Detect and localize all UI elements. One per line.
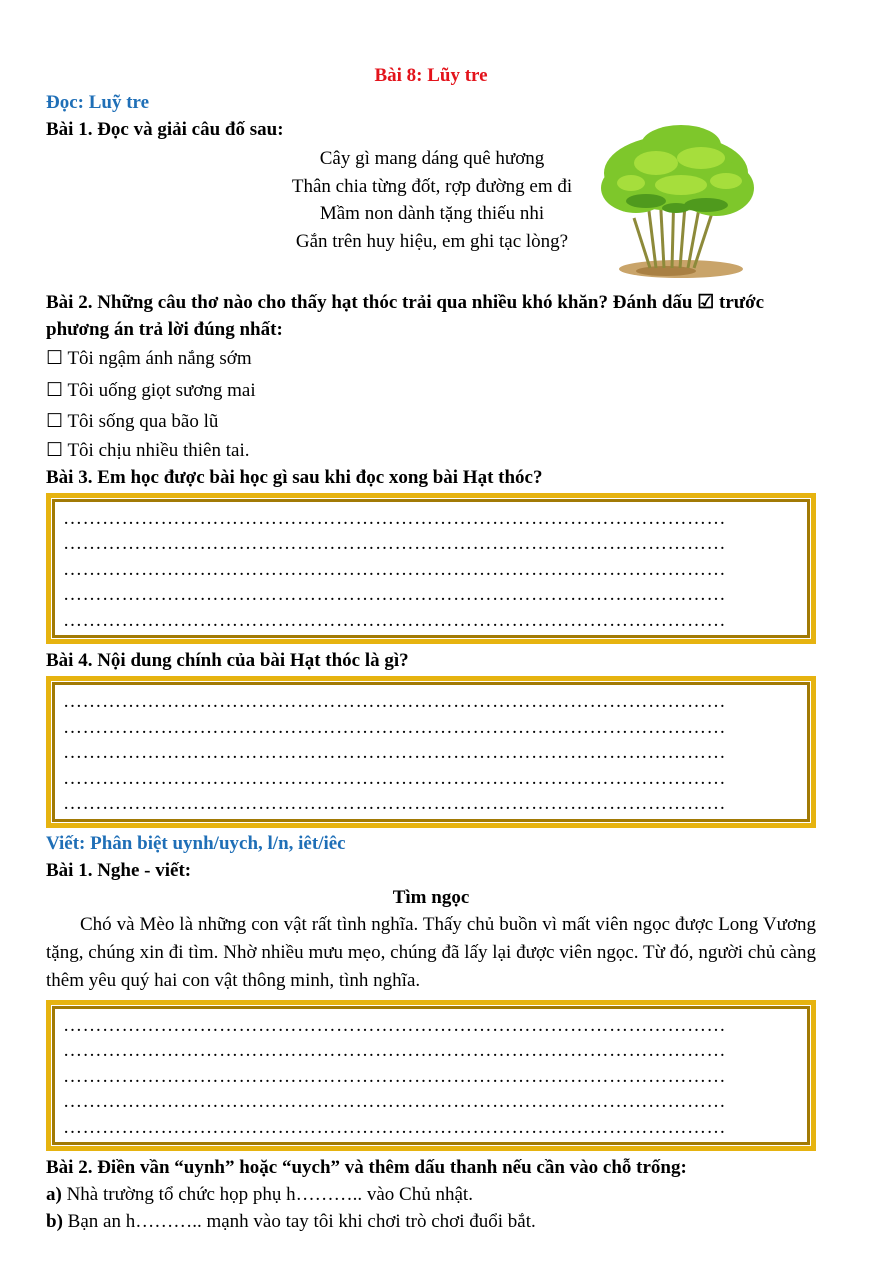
- reading-ex2-heading-line2: phương án trả lời đúng nhất:: [46, 319, 283, 340]
- reading-ex2-heading-line1: Bài 2. Những câu thơ nào cho thấy hạt thóc trải qua nhiều khó khăn? Đánh dấu ☑ trước: [46, 292, 765, 313]
- item-label: b): [46, 1211, 63, 1232]
- fill-in-item-b[interactable]: [46, 1208, 816, 1235]
- riddle-block: [46, 143, 816, 289]
- answer-dotline[interactable]: …………………………………………………………………………………………: [63, 767, 726, 789]
- worksheet-page: [46, 62, 816, 1235]
- writing-ex2-heading: Bài 2. Điền vần “uynh” hoặc “uych” và thêm dấu thanh nếu cần vào chỗ trống:: [46, 1157, 687, 1178]
- item-text: Bạn an h……….. mạnh vào tay tôi khi chơi trò chơi đuổi bắt.: [62, 1211, 536, 1232]
- riddle-line: Cây gì mang dáng quê hương: [319, 148, 545, 169]
- riddle-line: Thân chia từng đốt, rợp đường em đi: [291, 175, 573, 197]
- reading-ex3-heading: Bài 3. Em học được bài học gì sau khi đọc xong bài Hạt thóc?: [46, 466, 543, 488]
- answer-box-ex4[interactable]: [46, 676, 816, 828]
- answer-dotline[interactable]: …………………………………………………………………………………………: [63, 558, 726, 580]
- writing-ex1-heading: Bài 1. Nghe - viết:: [46, 859, 192, 881]
- fill-in-item-a[interactable]: [46, 1181, 816, 1208]
- checkbox-option[interactable]: ☐ Tôi uống giọt sương mai: [46, 379, 256, 401]
- checkbox-option[interactable]: ☐ Tôi sống qua bão lũ: [46, 411, 219, 432]
- checkbox-option[interactable]: ☐ Tôi chịu nhiều thiên tai.: [46, 439, 250, 461]
- story-paragraph: Chó và Mèo là những con vật rất tình nghĩa. Thấy chủ buồn vì mất viên ngọc được Long Vương tặng, chúng xin đi tìm. Nhờ nhiều mưu mẹo, chúng đã lấy lại được viên ngọc. Từ đó, người chủ càng thêm yêu quý hai con vật thông minh, tình nghĩa.: [46, 913, 816, 991]
- answer-dotline[interactable]: …………………………………………………………………………………………: [63, 609, 726, 631]
- item-text: Nhà trường tổ chức họp phụ h……….. vào Chủ nhật.: [61, 1184, 473, 1205]
- riddle-line: Mầm non dành tặng thiếu nhi: [319, 203, 545, 224]
- answer-dotline[interactable]: …………………………………………………………………………………………: [63, 1116, 726, 1138]
- checkbox-option[interactable]: ☐ Tôi ngậm ánh nắng sớm: [46, 348, 252, 369]
- riddle-line: Gắn trên huy hiệu, em ghi tạc lòng?: [295, 230, 569, 252]
- writing-section-title: Viết: Phân biệt uynh/uych, l/n, iêt/iêc: [46, 832, 346, 854]
- answer-dotline[interactable]: …………………………………………………………………………………………: [63, 1091, 726, 1112]
- answer-dotline[interactable]: …………………………………………………………………………………………: [63, 584, 726, 605]
- answer-dotline[interactable]: …………………………………………………………………………………………: [63, 1065, 726, 1087]
- item-label: a): [46, 1184, 62, 1205]
- answer-dotline[interactable]: …………………………………………………………………………………………: [63, 793, 726, 814]
- answer-box-dictation[interactable]: [46, 1000, 816, 1152]
- answer-dotline[interactable]: …………………………………………………………………………………………: [63, 533, 726, 554]
- answer-box-ex3[interactable]: [46, 493, 816, 645]
- reading-ex1-heading: Bài 1. Đọc và giải câu đố sau:: [46, 119, 284, 140]
- answer-dotline[interactable]: …………………………………………………………………………………………: [63, 716, 726, 738]
- answer-dotline[interactable]: …………………………………………………………………………………………: [63, 1014, 726, 1036]
- reading-ex4-heading: Bài 4. Nội dung chính của bài Hạt thóc là gì?: [46, 650, 409, 671]
- story-title: Tìm ngọc: [392, 886, 470, 908]
- answer-dotline[interactable]: …………………………………………………………………………………………: [63, 742, 726, 763]
- reading-section-title: Đọc: Luỹ tre: [46, 92, 150, 113]
- answer-dotline[interactable]: …………………………………………………………………………………………: [63, 507, 726, 529]
- answer-dotline[interactable]: …………………………………………………………………………………………: [63, 1040, 726, 1061]
- answer-dotline[interactable]: …………………………………………………………………………………………: [63, 691, 726, 712]
- bamboo-tree-illustration: [586, 123, 766, 283]
- lesson-title: Bài 8: Lũy tre: [374, 65, 488, 86]
